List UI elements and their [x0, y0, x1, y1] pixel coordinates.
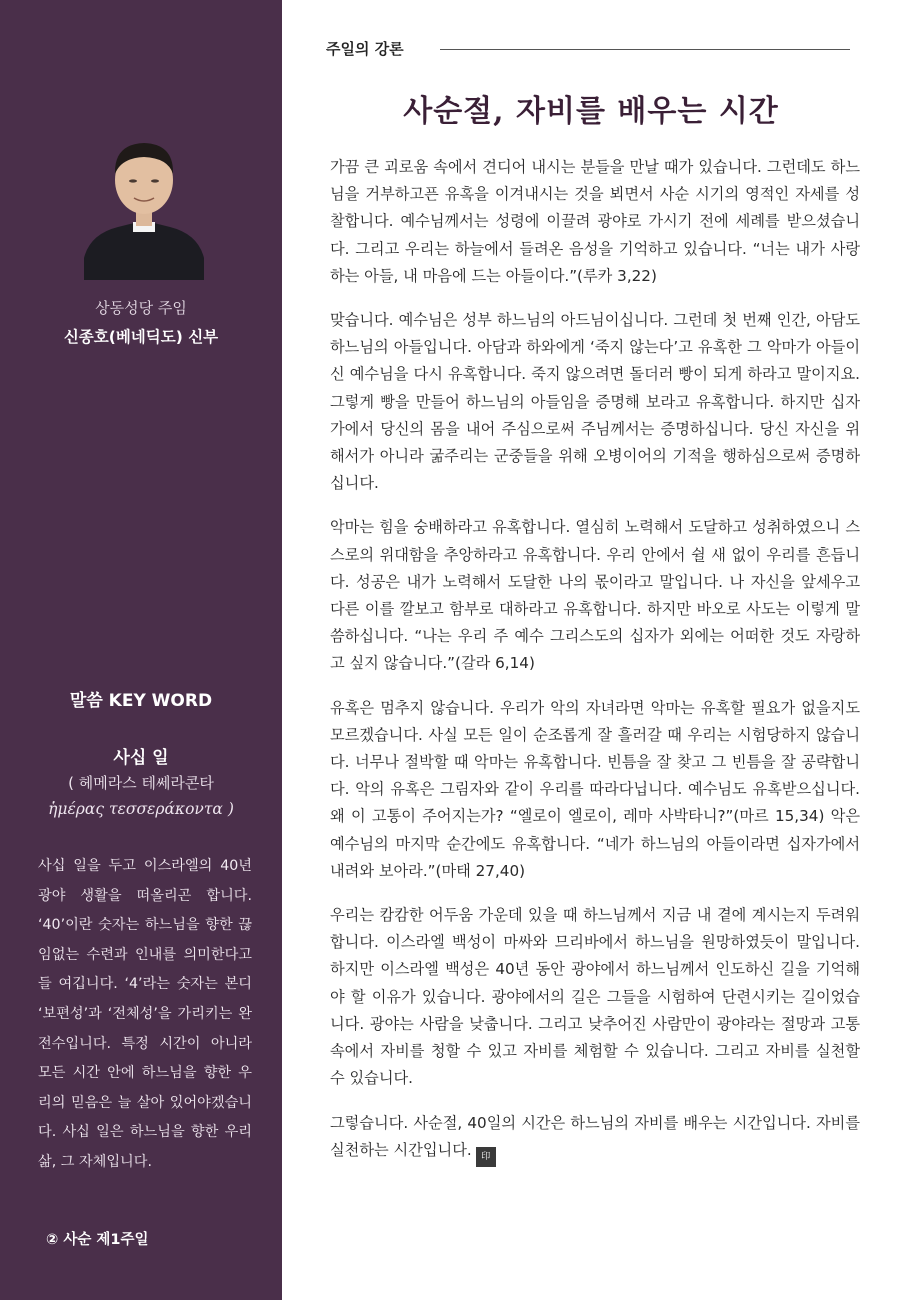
keyword-description: 사십 일을 두고 이스라엘의 40년 광야 생활을 떠올리곤 합니다. ‘40’이란 숫자는 하느님을 향한 끊임없는 수련과 인내를 의미한다고들 여깁니다. ‘4’라는 숫자는 본디 ‘보편성’과 ‘전체성’을 가리키는 완전수입니다. 특정 시간이 아니라 모든 시간 안에 하느님을 향한 우리의 믿음은 늘 살아 있어야겠습니다. 사십 일은 하느님을 향한 우리 삶, 그 자체입니다. [38, 858, 252, 1170]
section-divider [440, 49, 850, 50]
keyword-greek: ἡμέρας τεσσεράκοντα ) [48, 800, 234, 818]
article-paragraph: 가끔 큰 괴로움 속에서 견디어 내시는 분들을 만날 때가 있습니다. 그런데도 하느님을 거부하고픈 유혹을 이겨내시는 것을 뵈면서 사순 시기의 영적인 자세를 성찰합니다. 예수님께서는 성령에 이끌려 광야로 가시기 전에 세례를 받으셨습니다. 그리고 우리는 하늘에서 들려온 음성을 기억하고 있습니다. “너는 내가 사랑하는 아들, 내 마음에 드는 아들이다.”(루카 3,22) [330, 158, 860, 285]
sidebar [0, 0, 282, 1300]
author-photo [84, 130, 204, 280]
article-paragraph-text: 그렇습니다. 사순절, 40일의 시간은 하느님의 자비를 배우는 시간입니다. 자비를 실천하는 시간입니다. [330, 1113, 860, 1159]
author-name: 신종호(베네딕도) 신부 [63, 328, 219, 346]
article-paragraph: 악마는 힘을 숭배하라고 유혹합니다. 열심히 노력해서 도달하고 성취하였으니 스스로의 위대함을 추앙하라고 유혹합니다. 우리 안에서 쉴 새 없이 우리를 흔듭니다. 성공은 내가 노력해서 도달한 나의 몫이라고 말입니다. 나 자신을 앞세우고 다른 이를 깔보고 함부로 대하라고 유혹합니다. 하지만 바오로 사도는 이렇게 말씀하십니다. “나는 우리 주 예수 그리스도의 십자가 외에는 어떠한 것도 자랑하고 싶지 않습니다.”(갈라 6,14) [330, 518, 860, 673]
main-content [282, 0, 900, 1300]
article-title: 사순절, 자비를 배우는 시간 [403, 94, 779, 129]
article-paragraph-last [330, 1110, 860, 1167]
author-role: 상동성당 주임 [95, 299, 187, 317]
keyword-heading: 말씀 KEY WORD [69, 691, 213, 711]
seal-stamp-icon: 印 [476, 1147, 496, 1167]
section-label: 주일의 강론 [326, 40, 404, 58]
article-paragraph: 유혹은 멈추지 않습니다. 우리가 악의 자녀라면 악마는 유혹할 필요가 없을지도 모르겠습니다. 사실 모든 일이 순조롭게 잘 흘러갈 때 우리는 시험당하지 않습니다. 너무나 절박할 때 악마는 유혹합니다. 빈틈을 잘 찾고 그 빈틈을 잘 공략합니다. 악의 유혹은 그림자와 같이 우리를 따라다닙니다. 예수님도 유혹받으십니다. 왜 이 고통이 주어지는가? “엘로이 엘로이, 레마 사박타니?”(마르 15,34) 악은 예수님의 마지막 순간에도 유혹합니다. “네가 하느님의 아들이라면 십자가에서 내려와 보아라.”(마태 27,40) [330, 698, 860, 880]
keyword-word: 사십 일 [113, 748, 169, 768]
keyword-transliteration: ( 헤메라스 테쎄라콘타 [68, 774, 214, 792]
page-footer: ② 사순 제1주일 [46, 1232, 149, 1248]
article-paragraph: 우리는 캄캄한 어두움 가운데 있을 때 하느님께서 지금 내 곁에 계시는지 두려워합니다. 이스라엘 백성이 마싸와 므리바에서 하느님을 원망하였듯이 말입니다. 하지만 이스라엘 백성은 40년 동안 광야에서 하느님께서 인도하신 길을 기억해야 할 이유가 있습니다. 광야에서의 길은 그들을 시험하여 단련시키는 길이었습니다. 광야는 사람을 낮춥니다. 그리고 낮추어진 사람만이 광야라는 절망과 고통 속에서 자비를 청할 수 있고 자비를 체험할 수 있습니다. 그리고 자비를 실천할 수 있습니다. [330, 906, 860, 1088]
article-paragraph: 맞습니다. 예수님은 성부 하느님의 아드님이십니다. 그런데 첫 번째 인간, 아담도 하느님의 아들입니다. 아담과 하와에게 ‘죽지 않는다’고 유혹한 그 악마가 아들이신 예수님을 다시 유혹합니다. 죽지 않으려면 돌더러 빵이 되게 하라고 말이지요. 그렇게 빵을 만들어 하느님의 아들임을 증명해 보라고 유혹합니다. 하지만 십자가에서 당신의 몸을 내어 주심으로써 주님께서는 증명하십니다. 당신 자신을 위해서가 아니라 굶주리는 군중들을 위해 오병이어의 기적을 행하심으로써 증명하십니다. [330, 311, 860, 493]
article-body [330, 154, 860, 1184]
